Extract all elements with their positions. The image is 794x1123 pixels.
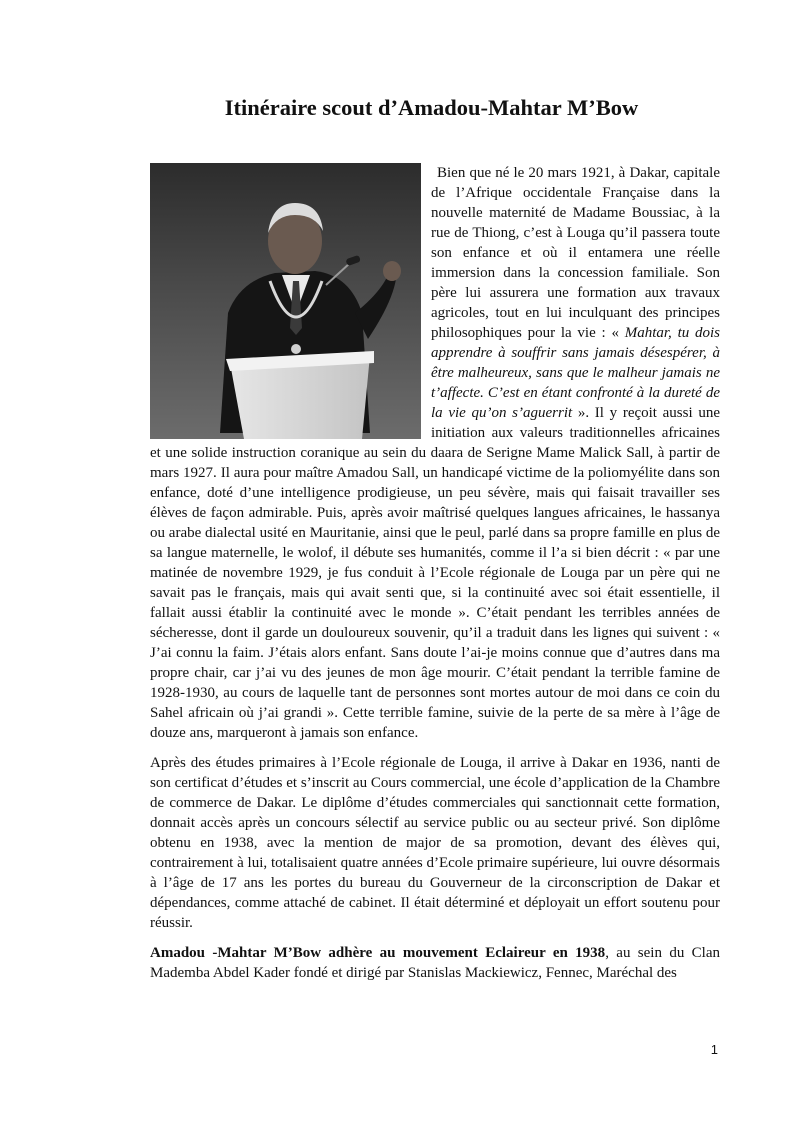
speaker-photo (150, 163, 421, 439)
page-number: 1 (710, 1042, 718, 1057)
paragraph-3-bold-lead: Amadou -Mahtar M’Bow adhère au mouvement Eclaireur en 1938 (150, 945, 606, 961)
paragraph-3-rest: , au sein du Clan Mademba Abdel Kader fondé et dirigé par Stanislas Mackiewicz, Fennec, Maréchal des (150, 945, 720, 981)
paragraph-1-continuation: ». Il y reçoit aussi une initiation aux valeurs traditionnelles africaines et une solide instruction coranique au sein du daara de Serigne Mame Malick Sall, à partir de mars 1927. Il aura pour maître Amadou Sall, un handicapé victime de la poliomyélite dans son enfance, doté d’une intelligence prodigieuse, un peu sévère, mais qui faisait travailler ses élèves de façon admirable. Puis, après avoir maîtrisé quelques langues africaines, le hassanya ou arabe dialectal usité en Mauritanie, ainsi que le peul, parlé dans sa propre famille en plus de sa langue maternelle, le wolof, il débute ses humanités, comme il l’a si bien décrit : « par une matinée de novembre 1929, je fus conduit à l’Ecole régionale de Louga par un père qui ne savait pas le français, mais qui avait senti que, si la continuité avec soi était essentielle, il fallait aussi établir la continuité avec le monde ». C’était pendant les terribles années de sécheresse, dont il garde un douloureux souvenir, qu’il a traduit dans les lignes qui suivent : « J’ai connu la faim. J’étais alors enfant. Sans doute l’ai-je moins connue que d’autres dans ma propre chair, car j’ai vu des jeunes de mon âge mourir. C’était pendant la terrible famine de 1928-1930, au cours de laquelle tant de personnes sont mortes autour de moi dans ce coin du Sahel africain où j’ai grandi ». Cette terrible famine, suivie de la perte de sa mère à l’âge de douze ans, marqueront à jamais son enfance. (150, 405, 720, 741)
paragraph-2: Après des études primaires à l’Ecole régionale de Louga, il arrive à Dakar en 1936, nanti de son certificat d’études et s’inscrit au Cours commercial, une école d’application de la Chambre de commerce de Dakar. Le diplôme d’études commerciales qui sanctionnait cette formation, donnait accès après un concours sélectif au service public ou au secteur privé. Son diplôme obtenu en 1938, avec la mention de major de sa promotion, devant des élèves qui, contrairement à lui, totalisaient quatre années d’Ecole primaire supérieure, lui ouvre désormais à l’âge de 17 ans les portes du bureau du Gouverneur de la circonscription de Dakar et dépendances, comme attaché de cabinet. Il était déterminé et déployait un effort soutenu pour réussir. (150, 755, 720, 931)
document-body (150, 163, 720, 993)
paragraph-3 (150, 943, 720, 983)
paragraph-1-intro: Bien que né le 20 mars 1921, à Dakar, capitale de l’Afrique occidentale Française dans la nouvelle maternité de Madame Boussiac, à la rue de Thiong, c’est à Louga qu’il passera toute son enfance et où il entamera une réelle immersion dans la concession familiale. Son père lui assurera une formation aux travaux agricoles, tout en lui inculquant des principes philosophiques pour la vie : « (431, 165, 720, 341)
page-title: Itinéraire scout d’Amadou-Mahtar M’Bow (224, 95, 639, 120)
paragraph-1-quote: Mahtar, tu dois apprendre à souffrir sans jamais désespérer, à être malheureux, sans que le malheur jamais ne t’affecte. C’est en étant confronté à la dureté de la vie qu’on s’aguerrit (431, 325, 720, 421)
